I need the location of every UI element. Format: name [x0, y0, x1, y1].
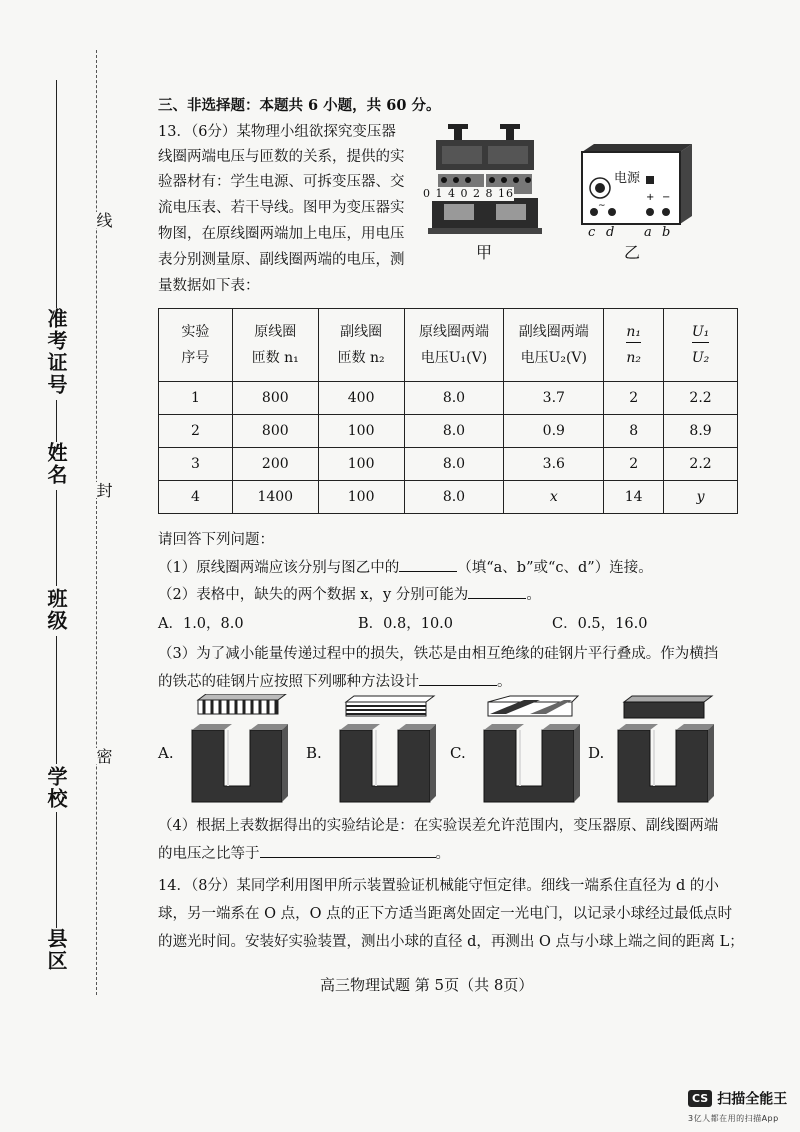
q13-sub4-line-2: 的电压之比等于 。 [158, 842, 450, 863]
scanner-logo [688, 1088, 787, 1124]
scanner-name: 扫描全能王 [717, 1091, 788, 1108]
core-option-c-label: C. [450, 744, 466, 762]
field-line-admission [56, 80, 57, 308]
q13-intro-line-5: 物图，在原线圈两端加上电压，用电压 [158, 226, 405, 242]
field-line-name-top [56, 400, 57, 442]
answer-blank-3[interactable] [419, 671, 497, 686]
q14-line-3: 的遮光时间。安装好实验装置，测出小球的直径 d，再测出 O 点与小球上端之间的距离 L； [158, 934, 744, 950]
field-label-name: 姓名 [44, 442, 68, 486]
svg-text:−: − [662, 192, 671, 203]
option-c: C．0.5，16.0 [552, 616, 648, 632]
seal-char-line: 线 [94, 212, 113, 228]
q13-sub3-line-1: （3）为了减小能量传递过程中的损失，铁芯是由相互绝缘的硅钢片平行叠成。作为横挡 [158, 646, 719, 662]
core-option-d-image [614, 694, 716, 806]
terminal-a: a [644, 225, 652, 240]
seal-char-seal: 封 [94, 482, 113, 498]
q14-line-1: 14．（8分）某同学利用图甲所示装置验证机械能守恒定律。细线一端系住直径为 d 的小 [158, 878, 719, 894]
table-row: 2 800 100 8.0 0.9 8 8.9 [159, 415, 738, 448]
table-header-cell: 实验 序号 [159, 309, 233, 382]
field-line-class [56, 636, 57, 764]
field-line-name [56, 490, 57, 586]
figure-jia-label: 甲 [476, 243, 493, 262]
q13-intro-line-4: 流电压表、若干导线。图甲为变压器实 [158, 200, 405, 216]
answer-blank-1[interactable] [399, 557, 457, 572]
option-b: B．0.8，10.0 [358, 616, 454, 632]
section-title: 三、非选择题：本题共 6 小题，共 60 分。 [158, 97, 441, 114]
q14-line-2: 球，另一端系在 O 点，O 点的正下方适当距离处固定一光电门，以记录小球经过最低点时 [158, 906, 733, 922]
field-label-class: 班级 [44, 588, 68, 632]
scanner-tagline: 3亿人都在用的扫描App [688, 1113, 779, 1123]
table-header-cell: 副线圈 匝数 n₂ [318, 309, 404, 382]
svg-text:+: + [646, 192, 655, 203]
figure-yi-power-label: 电源 [614, 171, 641, 186]
terminal-c: c [588, 225, 596, 240]
svg-text:~: ~ [598, 201, 606, 211]
terminal-b: b [662, 225, 671, 240]
table-header-cell: 原线圈两端 电压U₁(V) [404, 309, 504, 382]
table-row: 1 800 400 8.0 3.7 2 2.2 [159, 382, 738, 415]
figure-jia-scale: 0 1 4 0 2 8 16 [423, 187, 514, 200]
data-table [158, 308, 738, 514]
answer-blank-4[interactable] [260, 843, 436, 858]
seal-char-secret: 密 [94, 748, 113, 764]
table-header-fraction-u: U₁ U₂ [664, 309, 738, 382]
figure-yi-label: 乙 [624, 243, 641, 262]
q13-intro-line-7: 量数据如下表： [158, 278, 260, 294]
core-option-a-image [188, 694, 290, 806]
table-header-row [159, 309, 738, 382]
option-a: A．1.0，8.0 [158, 616, 244, 632]
core-option-d-label: D. [588, 744, 605, 762]
field-line-school [56, 812, 57, 928]
q13-intro-line-3: 验器材有：学生电源、可拆变压器、交 [158, 174, 405, 190]
q13-intro-line-1: 13．（6分）某物理小组欲探究变压器 [158, 124, 396, 140]
table-row: 4 1400 100 8.0 x 14 y [159, 481, 738, 514]
q13-intro-line-2: 线圈两端电压与匝数的关系，提供的实 [158, 149, 405, 165]
core-option-c-image [480, 694, 582, 806]
answer-blank-2[interactable] [468, 584, 526, 599]
table-header-cell: 原线圈 匝数 n₁ [232, 309, 318, 382]
table-header-fraction-n: n₁ n₂ [604, 309, 664, 382]
q13-prompt: 请回答下列问题： [158, 532, 274, 548]
q13-sub4-line-1: （4）根据上表数据得出的实验结论是：在实验误差允许范围内，变压器原、副线圈两端 [158, 818, 719, 834]
scanner-badge: CS [688, 1090, 712, 1107]
q13-sub3-line-2: 的铁芯的硅钢片应按照下列哪种方法设计 。 [158, 670, 512, 691]
field-label-admission-no: 准考证号 [44, 308, 68, 396]
page-footer: 高三物理试题 第 5页（共 8页） [320, 976, 534, 994]
core-option-b-image [336, 694, 438, 806]
table-header-cell: 副线圈两端 电压U₂(V) [504, 309, 604, 382]
binding-dashed-line [96, 50, 97, 995]
q13-sub2: （2）表格中，缺失的两个数据 x，y 分别可能为 。 [158, 583, 541, 604]
table-row: 3 200 100 8.0 3.6 2 2.2 [159, 448, 738, 481]
field-label-district: 县区 [44, 928, 68, 972]
q13-intro-line-6: 表分别测量原、副线圈两端的电压，测 [158, 252, 405, 268]
core-option-b-label: B. [306, 744, 322, 762]
q13-sub1: （1）原线圈两端应该分别与图乙中的 （填“a、b”或“c、d”）连接。 [158, 556, 653, 577]
figure-yi-power-supply [572, 142, 696, 232]
core-option-a-label: A. [158, 744, 174, 762]
figure-jia-transformer [420, 124, 550, 242]
field-label-school: 学校 [44, 766, 68, 810]
terminal-d: d [606, 225, 615, 240]
